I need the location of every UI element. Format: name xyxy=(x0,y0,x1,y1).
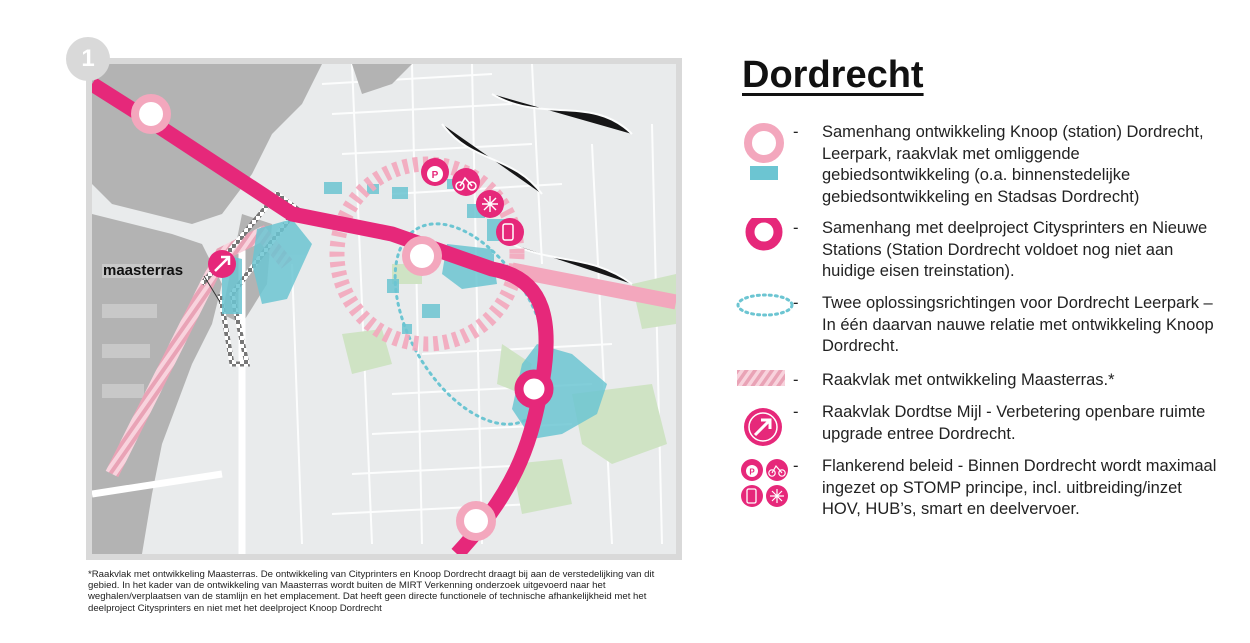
bicycle-icon xyxy=(766,459,788,481)
legend-text: Twee oplossingsrichtingen voor Dordrecht Leerpark – In één daarvan nauwe relatie met ontwikkeling Knoop Dordrecht. xyxy=(822,294,1214,355)
legend-dash: - xyxy=(793,219,799,237)
legend-text: Flankerend beleid - Binnen Dordrecht wordt maximaal ingezet op STOMP principe, incl. uitbreiding/inzet HOV, HUB’s, smart en deelvervoer. xyxy=(822,457,1217,518)
svg-text:P: P xyxy=(749,467,755,477)
magenta-ring-icon xyxy=(736,218,796,278)
maasterras-label: maasterras xyxy=(103,262,184,279)
station-magenta xyxy=(519,374,549,404)
legend-dash: - xyxy=(793,294,799,312)
light-pink-ring-and-blue-rectangle-icon xyxy=(736,122,796,182)
smartphone-icon xyxy=(741,485,763,507)
legend-dash: - xyxy=(793,403,799,421)
stomp-icons-group xyxy=(736,456,796,516)
legend-text: Samenhang ontwikkeling Knoop (station) Dordrecht, Leerpark, raakvlak met omliggende gebiedsontwikkeling (o.a. binnenstedelijke gebiedsontwikkeling en Stadsas Dordrecht) xyxy=(822,123,1204,206)
parking-icon xyxy=(741,459,763,481)
legend-text: Raakvlak met ontwikkeling Maasterras.* xyxy=(822,371,1115,389)
map-panel xyxy=(86,58,682,560)
legend-dash: - xyxy=(793,123,799,141)
hub-icon xyxy=(766,485,788,507)
svg-text:P: P xyxy=(431,170,439,181)
legend-dash: - xyxy=(793,457,799,475)
station-light-pink-south xyxy=(460,505,492,537)
legend-text: Raakvlak Dordtse Mijl - Verbetering openbare ruimte upgrade entree Dordrecht. xyxy=(822,403,1206,443)
dotted-blue-ellipse-icon xyxy=(736,293,796,353)
footnote: *Raakvlak met ontwikkeling Maasterras. De ontwikkeling van Cityprinters en Knoop Dordrecht draagt bij aan de verstedelijking van dit gebied. In het kader van de ontwikkeling van Maasterras wordt buiten de MIRT Verkenning onderzoek uitgevoerd naar het weghalen/verplaatsen van de stamlijn en het emplacement. Dat heeft geen directe functionele of technische afhankelijkheid met het deelproject Citysprinters en niet met het deelproject Knoop Dordrecht xyxy=(88,569,655,614)
arrow-circle-icon xyxy=(736,402,796,462)
station-dordrecht-light-pink xyxy=(406,240,438,272)
legend-text: Samenhang met deelproject Citysprinters en Nieuwe Stations (Station Dordrecht voldoet nog niet aan huidige eisen treinstation). xyxy=(822,219,1208,280)
station-light-pink-north xyxy=(135,98,167,130)
page-title: Dordrecht xyxy=(742,54,924,96)
map-number-badge: 1 xyxy=(66,37,110,81)
map-svg xyxy=(92,64,676,554)
legend-dash: - xyxy=(793,371,799,389)
